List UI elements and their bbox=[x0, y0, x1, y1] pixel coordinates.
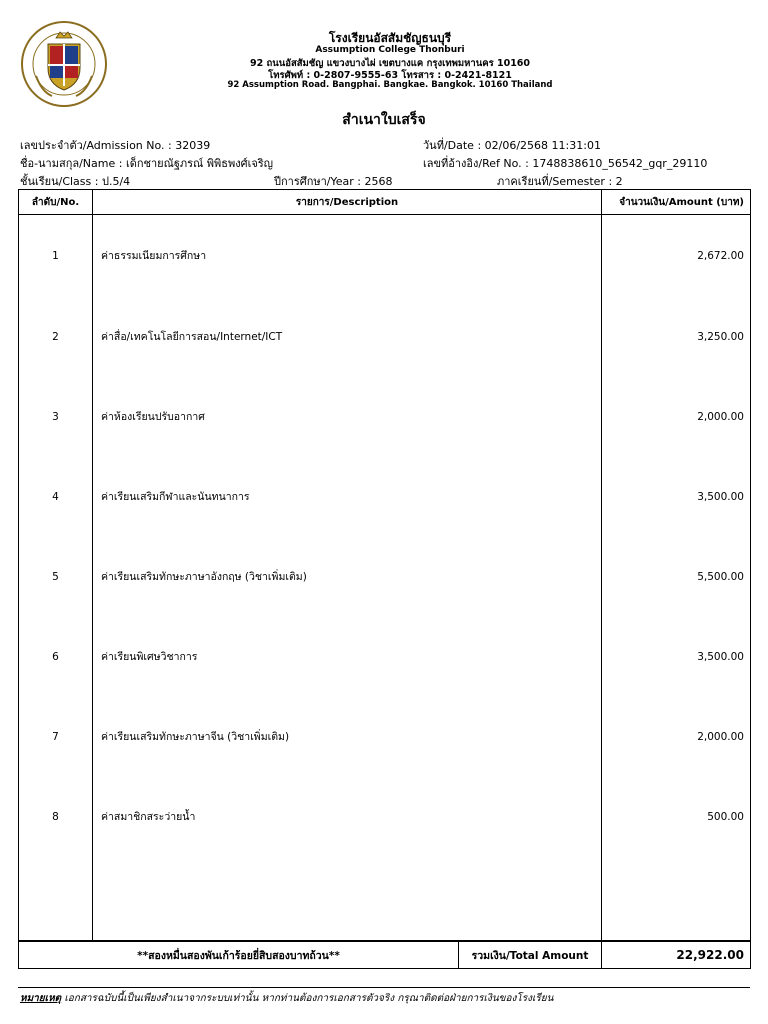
school-name-en: Assumption College Thonburi bbox=[315, 45, 465, 55]
row-amount: 5,500.00 bbox=[602, 537, 751, 617]
filler-cell bbox=[602, 857, 751, 941]
note-text: เอกสารฉบับนี้เป็นเพียงสำเนาจากระบบเท่านั้น หากท่านต้องการเอกสารตัวจริง กรุณาติดต่อฝ่ายการเงินของโรงเรียน bbox=[61, 993, 554, 1004]
row-description: ค่าสื่อ/เทคโนโลยีการสอน/Internet/ICT bbox=[93, 297, 602, 377]
items-table bbox=[18, 189, 751, 969]
total-row bbox=[19, 941, 751, 969]
semester: ภาคเรียนที่/Semester : 2 bbox=[497, 175, 623, 188]
table-row bbox=[19, 697, 751, 777]
table-row bbox=[19, 297, 751, 377]
school-name-th: โรงเรียนอัสสัมชัญธนบุรี bbox=[328, 31, 452, 45]
row-no: 6 bbox=[19, 617, 93, 697]
row-description: ค่าห้องเรียนปรับอากาศ bbox=[93, 377, 602, 457]
student-class: ชั้นเรียน/Class : ป.5/4 bbox=[20, 175, 131, 188]
table-row bbox=[19, 777, 751, 857]
school-address-en: 92 Assumption Road. Bangphai. Bangkae. Bangkok. 10160 Thailand bbox=[227, 80, 553, 90]
row-description: ค่าเรียนเสริมทักษะภาษาอังกฤษ (วิชาเพิ่มเติม) bbox=[93, 537, 602, 617]
table-filler-row bbox=[19, 857, 751, 941]
student-name: ชื่อ-นามสกุล/Name : เด็กชายณัฐภรณ์ พิพิธพงศ์เจริญ bbox=[20, 157, 274, 170]
row-no: 5 bbox=[19, 537, 93, 617]
row-amount: 500.00 bbox=[602, 777, 751, 857]
row-no: 1 bbox=[19, 215, 93, 297]
total-in-words: **สองหมื่นสองพันเก้าร้อยยี่สิบสองบาทถ้วน** bbox=[19, 941, 459, 969]
filler-cell bbox=[19, 857, 93, 941]
row-amount: 3,500.00 bbox=[602, 457, 751, 537]
row-description: ค่าธรรมเนียมการศึกษา bbox=[93, 215, 602, 297]
row-amount: 3,250.00 bbox=[602, 297, 751, 377]
header-amount: จำนวนเงิน/Amount (บาท) bbox=[602, 190, 751, 215]
header-description: รายการ/Description bbox=[93, 190, 602, 215]
filler-cell bbox=[93, 857, 602, 941]
header-no: ลำดับ/No. bbox=[19, 190, 93, 215]
row-no: 8 bbox=[19, 777, 93, 857]
row-no: 2 bbox=[19, 297, 93, 377]
table-row bbox=[19, 457, 751, 537]
reference-number: เลขที่อ้างอิง/Ref No. : 1748838610_56542_gqr_29110 bbox=[423, 157, 708, 170]
footer-divider bbox=[18, 987, 750, 988]
row-amount: 2,672.00 bbox=[602, 215, 751, 297]
row-no: 3 bbox=[19, 377, 93, 457]
row-description: ค่าสมาชิกสระว่ายน้ำ bbox=[93, 777, 602, 857]
footer-note bbox=[20, 991, 554, 1006]
table-row bbox=[19, 215, 751, 297]
row-no: 4 bbox=[19, 457, 93, 537]
row-description: ค่าเรียนเสริมทักษะภาษาจีน (วิชาเพิ่มเติม) bbox=[93, 697, 602, 777]
total-amount: 22,922.00 bbox=[602, 941, 751, 969]
admission-number: เลขประจำตัว/Admission No. : 32039 bbox=[20, 139, 211, 152]
note-label: หมายเหตุ bbox=[20, 993, 62, 1004]
row-description: ค่าเรียนเสริมกีฬาและนันทนาการ bbox=[93, 457, 602, 537]
document-title: สำเนาใบเสร็จ bbox=[342, 112, 426, 128]
row-amount: 2,000.00 bbox=[602, 697, 751, 777]
table-header-row bbox=[19, 190, 751, 215]
academic-year: ปีการศึกษา/Year : 2568 bbox=[274, 175, 393, 188]
total-label: รวมเงิน/Total Amount bbox=[459, 941, 602, 969]
school-phone: โทรศัพท์ : 0-2807-9555-63 โทรสาร : 0-2421-8121 bbox=[268, 70, 512, 81]
row-amount: 2,000.00 bbox=[602, 377, 751, 457]
table-row bbox=[19, 537, 751, 617]
school-address-th: 92 ถนนอัสสัมชัญ แขวงบางไผ่ เขตบางแค กรุงเทพมหานคร 10160 bbox=[249, 58, 531, 69]
row-amount: 3,500.00 bbox=[602, 617, 751, 697]
table-row bbox=[19, 377, 751, 457]
table-row bbox=[19, 617, 751, 697]
row-description: ค่าเรียนพิเศษวิชาการ bbox=[93, 617, 602, 697]
school-crest-icon bbox=[20, 20, 108, 108]
row-no: 7 bbox=[19, 697, 93, 777]
receipt-date: วันที่/Date : 02/06/2568 11:31:01 bbox=[423, 139, 601, 152]
